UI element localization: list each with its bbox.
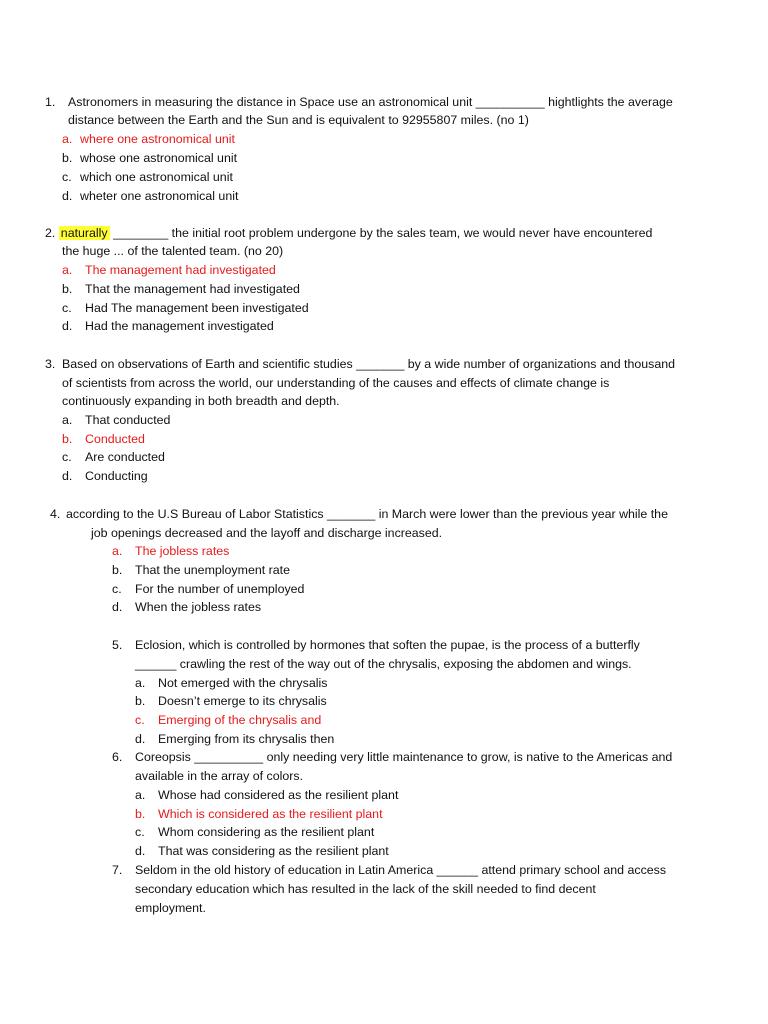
question-number: 6. bbox=[112, 750, 123, 764]
option-text: That was considering as the resilient plant bbox=[158, 844, 389, 858]
option-letter: c. bbox=[62, 450, 72, 464]
option-letter: d. bbox=[135, 732, 146, 746]
option-letter: d. bbox=[62, 319, 73, 333]
option-letter: c. bbox=[62, 170, 72, 184]
option-text: Not emerged with the chrysalis bbox=[158, 676, 328, 690]
option-text: Whose had considered as the resilient plant bbox=[158, 788, 399, 802]
option-text: Emerging of the chrysalis and bbox=[158, 713, 322, 727]
option-text: The jobless rates bbox=[135, 544, 230, 558]
option-text: which one astronomical unit bbox=[80, 170, 233, 184]
question-text: the huge ... of the talented team. (no 20) bbox=[62, 244, 284, 258]
option-text: Had The management been investigated bbox=[85, 301, 309, 315]
option-text: That conducted bbox=[85, 413, 171, 427]
highlighted-word: naturally bbox=[60, 226, 108, 240]
question-text: of scientists from across the world, our understanding of the causes and effects of climate change is bbox=[62, 376, 610, 390]
option-letter: b. bbox=[62, 432, 73, 446]
option-text: Conducting bbox=[85, 469, 148, 483]
option-text: The management had investigated bbox=[85, 263, 276, 277]
option-text: When the jobless rates bbox=[135, 600, 262, 614]
option-letter: d. bbox=[135, 844, 146, 858]
option-letter: a. bbox=[135, 676, 146, 690]
option-letter: b. bbox=[62, 151, 73, 165]
option-text: Whom considering as the resilient plant bbox=[158, 825, 375, 839]
option-text: Doesn’t emerge to its chrysalis bbox=[158, 694, 327, 708]
option-letter: b. bbox=[62, 282, 73, 296]
option-text: That the unemployment rate bbox=[135, 563, 290, 577]
question-number: 2. bbox=[45, 226, 56, 240]
option-letter: d. bbox=[62, 469, 73, 483]
question-number: 4. bbox=[50, 507, 61, 521]
option-text: For the number of unemployed bbox=[135, 582, 305, 596]
question-text: ______ crawling the rest of the way out of the chrysalis, exposing the abdomen and wings. bbox=[135, 657, 632, 671]
option-text: whose one astronomical unit bbox=[80, 151, 238, 165]
question-text: employment. bbox=[135, 901, 206, 915]
question-text: available in the array of colors. bbox=[135, 769, 304, 783]
option-text: where one astronomical unit bbox=[80, 132, 235, 146]
option-letter: c. bbox=[112, 582, 122, 596]
option-letter: a. bbox=[112, 544, 123, 558]
question-text: Astronomers in measuring the distance in Space use an astronomical unit __________ hightlights the average bbox=[68, 95, 673, 109]
option-letter: b. bbox=[135, 694, 146, 708]
question-text: Coreopsis __________ only needing very little maintenance to grow, is native to the Americas and bbox=[135, 750, 673, 764]
option-text: Which is considered as the resilient plant bbox=[158, 807, 383, 821]
option-text: wheter one astronomical unit bbox=[80, 189, 239, 203]
option-letter: a. bbox=[62, 263, 73, 277]
option-letter: a. bbox=[135, 788, 146, 802]
question-number: 7. bbox=[112, 863, 123, 877]
option-letter: b. bbox=[112, 563, 123, 577]
option-letter: c. bbox=[135, 713, 145, 727]
question-number: 1. bbox=[45, 95, 56, 109]
question-number: 5. bbox=[112, 638, 123, 652]
question-text: ________ the initial root problem undergone by the sales team, we would never have encountered bbox=[109, 226, 653, 240]
option-letter: d. bbox=[112, 600, 123, 614]
question-text: secondary education which has resulted in the lack of the skill needed to find decent bbox=[135, 882, 596, 896]
option-letter: d. bbox=[62, 189, 73, 203]
option-letter: a. bbox=[62, 132, 73, 146]
option-text: That the management had investigated bbox=[85, 282, 300, 296]
question-text: Eclosion, which is controlled by hormones that soften the pupae, is the process of a butterfly bbox=[135, 638, 640, 652]
question-row bbox=[45, 224, 652, 242]
question-text: distance between the Earth and the Sun and is equivalent to 92955807 miles. (no 1) bbox=[68, 113, 529, 127]
option-letter: b. bbox=[135, 807, 146, 821]
option-letter: c. bbox=[62, 301, 72, 315]
question-number: 3. bbox=[45, 357, 56, 371]
option-letter: c. bbox=[135, 825, 145, 839]
question-text: Seldom in the old history of education in Latin America ______ attend primary school and access bbox=[135, 863, 667, 877]
option-text: Had the management investigated bbox=[85, 319, 274, 333]
option-text: Conducted bbox=[85, 432, 145, 446]
question-text: job openings decreased and the layoff and discharge increased. bbox=[91, 526, 443, 540]
option-text: Emerging from its chrysalis then bbox=[158, 732, 335, 746]
option-text: Are conducted bbox=[85, 450, 165, 464]
question-text: continuously expanding in both breadth and depth. bbox=[62, 394, 340, 408]
option-letter: a. bbox=[62, 413, 73, 427]
question-text: according to the U.S Bureau of Labor Statistics _______ in March were lower than the previous year while the bbox=[66, 507, 668, 521]
question-text: Based on observations of Earth and scientific studies _______ by a wide number of organizations and thousand bbox=[62, 357, 676, 371]
